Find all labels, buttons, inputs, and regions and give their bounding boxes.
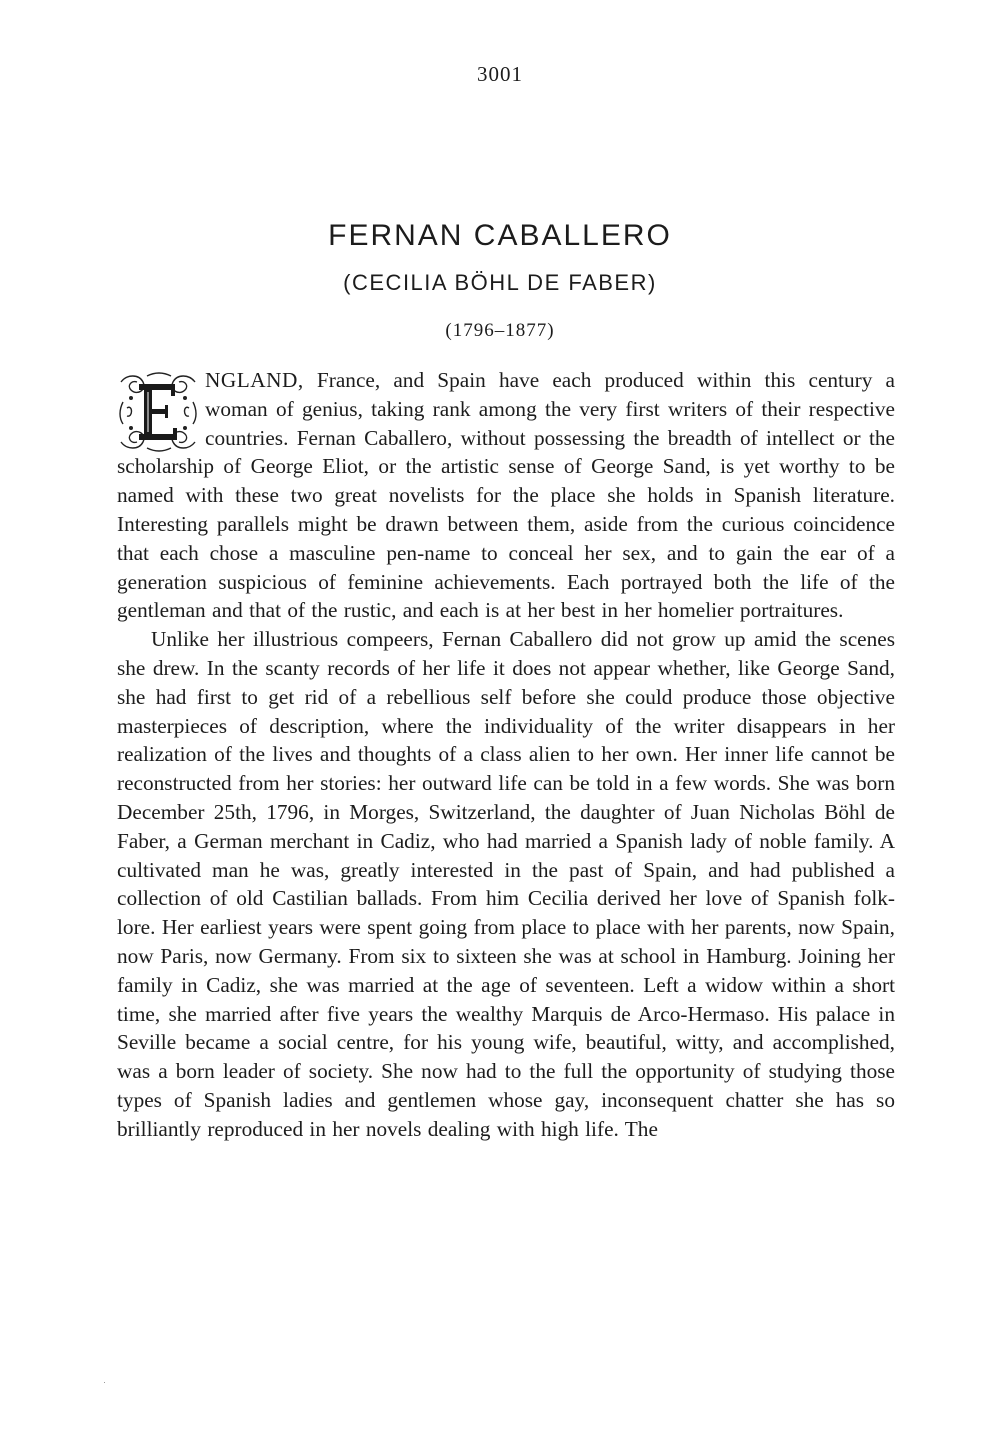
paragraph-2: Unlike her illustrious compeers, Fernan Caballero did not grow up amid the scenes she drew. In the scanty records of her life it does not appear whether, like George Sand, she had first to get rid of a rebellious self before she could produce those objective masterpieces of description, where the individuality of the writer disappears in her realization of the lives and thoughts of a class alien to her own. Her inner life cannot be reconstructed from her stories: her outward life can be told in a few words. She was born December 25th, 1796, in Morges, Switzerland, the daughter of Juan Nicholas Böhl de Faber, a German merchant in Cadiz, who had married a Spanish lady of noble family. A cultivated man he was, greatly interested in the past of Spain, and had published a collection of old Castilian ballads. From him Cecilia derived her love of Spanish folk-lore. Her earliest years were spent going from place to place with her parents, now Spain, now Paris, now Germany. From six to sixteen she was at school in Hamburg. Joining her family in Cadiz, she was married at the age of seventeen. Left a widow within a short time, she married after five years the wealthy Marquis de Arco-Hermaso. His palace in Seville became a social centre, for his young wife, beautiful, witty, and accomplished, was a born leader of society. She now had to the full the opportunity of studying those types of Spanish ladies and gentlemen whose gay, inconsequent chatter she has so brilliantly reproduced in her novels dealing with high life. The <box>117 627 895 1141</box>
paragraph-1-text: France, and Spain have each produced within this century a woman of genius, taking rank among the very first writers of their respective countries. Fernan Caballero, without possessing the breadth of intellect or the scholarship of George Eliot, or the artistic sense of George Sand, is yet worthy to be named with these two great novelists for the place she holds in Spanish literature. Interesting parallels might be drawn between them, aside from the curious coincidence that each chose a masculine pen-name to conceal her sex, and to gain the ear of a generation suspicious of feminine achievements. Each portrayed both the life of the gentleman and that of the rustic, and each is at her best in her homelier portraitures. <box>117 368 895 623</box>
ornamental-initial-e-icon <box>117 372 199 452</box>
life-dates: (1796–1877) <box>445 320 555 341</box>
paragraph-1 <box>117 366 895 625</box>
article-body <box>117 366 895 1144</box>
scan-artifact <box>104 1382 105 1383</box>
article-subtitle: (CECILIA BÖHL DE FABER) <box>343 270 657 295</box>
page-number: 3001 <box>477 62 523 86</box>
first-word-rest: NGLAND, <box>205 368 304 392</box>
article-title: FERNAN CABALLERO <box>328 219 672 252</box>
